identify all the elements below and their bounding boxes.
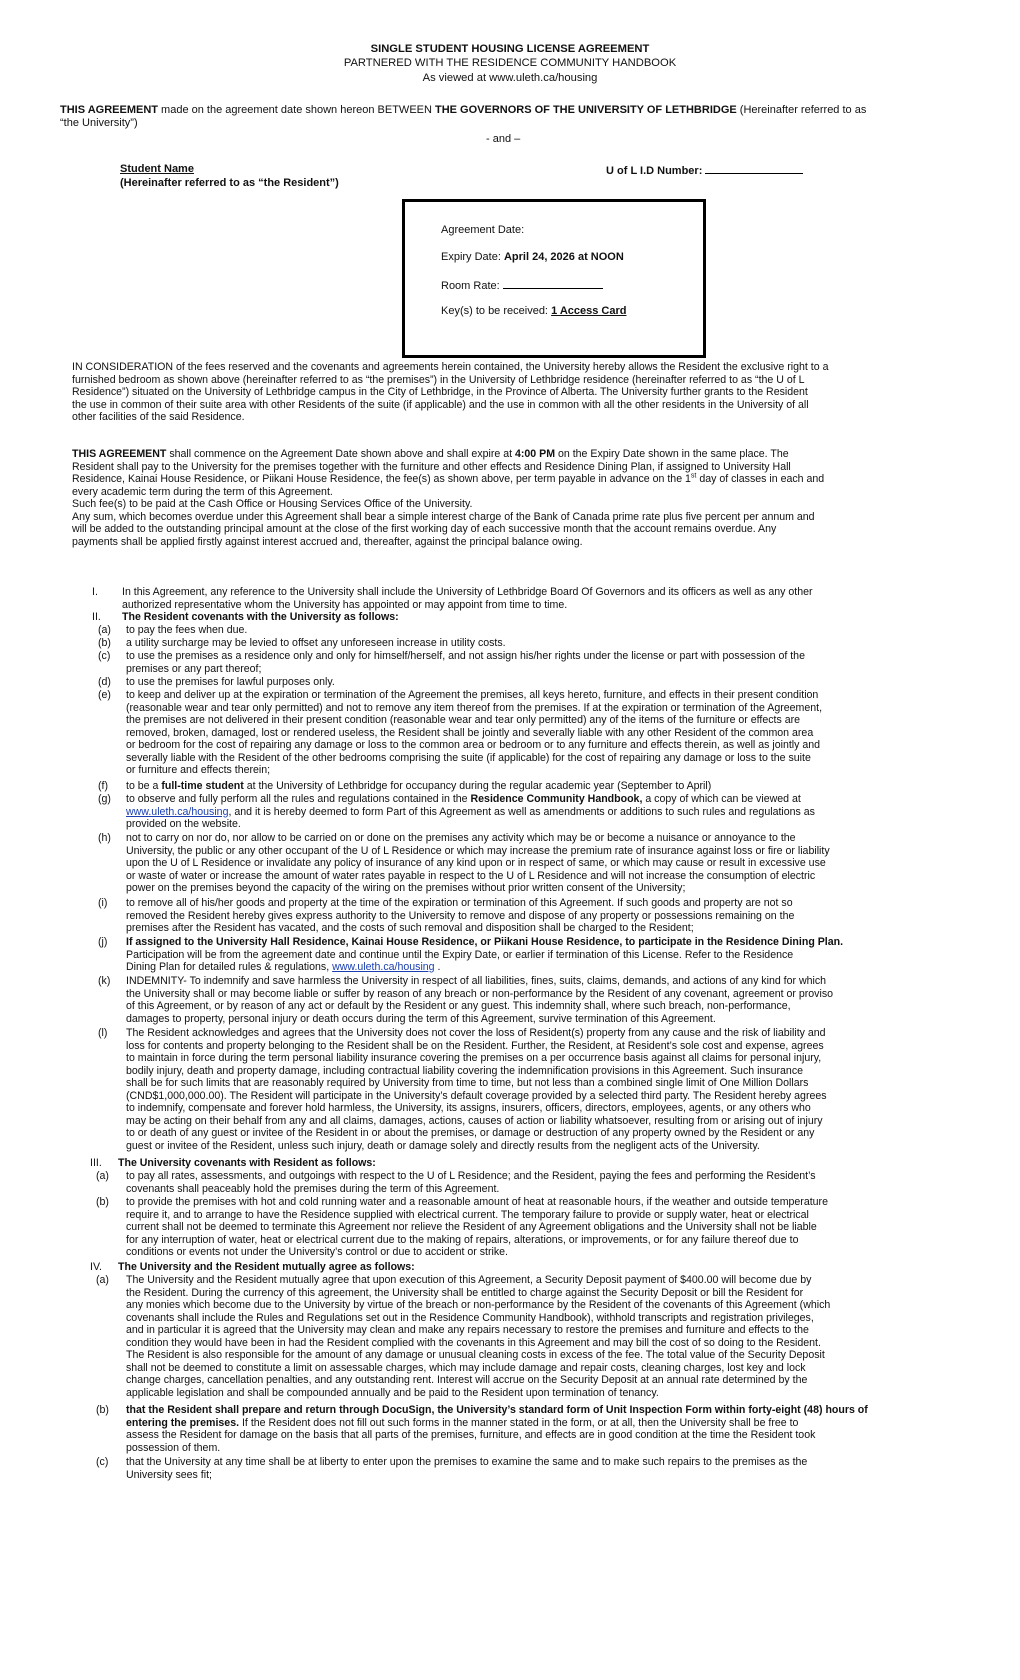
clause-line: condition they would have been in had the Resident complied with the covenants in this Agreement and may bill the cost of so doing to the Resident. [126, 1336, 821, 1349]
clause-line: the premises are not delivered in their present condition (reasonable wear and tear only permitted) any of the items of the furniture or effects are [126, 714, 801, 726]
commence-line [72, 473, 972, 486]
clause-line: removed, broken, damaged, lost or rendered useless, the Resident shall be jointly and severally liable with any other Resident of the common area [126, 726, 814, 739]
clause-text [126, 1196, 972, 1259]
clause-bold: full-time student [161, 780, 244, 792]
student-name-label: Student Name [120, 163, 194, 175]
clause-text-part: . [434, 961, 441, 973]
clause-line: covenants shall include the Rules and Regulations set out in the Residence Community Handbook), withhold transcripts and registration privileges, [126, 1311, 814, 1324]
section-line: In this Agreement, any reference to the University shall include the University of Lethbridge Board Of Governors and its officers as well as any other [122, 586, 813, 598]
commence-time: 4:00 PM [515, 448, 556, 460]
clause-label: (h) [98, 832, 111, 844]
section-number: IV. [90, 1261, 102, 1273]
section-number: II. [92, 611, 101, 623]
clause-text [126, 1170, 972, 1195]
clause-label: (d) [98, 676, 111, 688]
clause-label: (f) [98, 780, 108, 792]
clause-line: to maintain in force during the term personal liability insurance covering the premises on a per occurrence basis against all claims for personal injury, [126, 1052, 822, 1064]
clause-line: the Resident. During the currency of this agreement, the University shall be entitled to charge against the Security Deposit or bill the Resident for [126, 1286, 804, 1299]
clause-line: damages to property, personal injury or death occurs during the term of this Agreement, survive termination of this Agreement. [126, 1012, 716, 1025]
clause-label: (e) [98, 689, 111, 701]
document-subtitle: PARTNERED WITH THE RESIDENCE COMMUNITY HANDBOOK [343, 57, 677, 69]
clause-line: covenants shall peaceably hold the premises during the term of this Agreement. [126, 1182, 500, 1195]
keys-value: 1 Access Card [551, 305, 627, 317]
expiry-date-line [441, 251, 624, 264]
student-id-field [606, 163, 803, 178]
clause-line: premises or any part thereof; [126, 662, 262, 675]
section-line: authorized representative whom the University has appointed or may appoint from time to time. [122, 598, 568, 611]
commence-line: will be added to the outstanding principal amount at the close of the first working day of each successive month that the account remains overdue. Any [72, 523, 777, 535]
room-rate-blank [503, 278, 603, 289]
section-1-text [122, 586, 970, 611]
commence-text: Residence, Kainai House Residence, or Piikani House Residence, the fee(s) as shown above, per term payable in advance on the 1 [72, 473, 691, 485]
clause-line: current shall not be deemed to terminate this Agreement nor relieve the Resident of any Agreement obligations and the University shall not be liable [126, 1221, 817, 1233]
clause-text [126, 780, 972, 793]
clause-text [126, 650, 972, 675]
clause-text [126, 1274, 972, 1399]
clause-line: to provide the premises with hot and cold running water and a reasonable amount of heat at reasonable hours, if the weather and outside temperature [126, 1196, 828, 1208]
clause-line: to indemnify, compensate and forever hold harmless, the University, its assigns, insurers, officers, directors, employees, agents, or any others who [126, 1102, 811, 1114]
clause-line: possession of them. [126, 1441, 221, 1454]
consideration-line: IN CONSIDERATION of the fees reserved and the covenants and agreements herein contained, the University hereby allows the Resident the exclusive right to a [72, 361, 829, 373]
parties-text: made on the agreement date shown hereon BETWEEN [158, 104, 435, 116]
clause-text-part: , and it is hereby deemed to form Part of this Agreement as well as amendments or additions to such rules and regulations as [228, 805, 815, 818]
clause-text-part: a copy of which can be viewed at [642, 793, 801, 805]
clause-line: loss for contents and property belonging to the Resident shall be on the Resident. Further, the Resident, at Resident’s sole cost and expense, agrees [126, 1039, 824, 1052]
clause-label: (a) [98, 624, 111, 636]
clause-line [126, 780, 972, 793]
clause-line: (CND$1,000,000.00). The Resident will participate in the University’s default coverage provided by a selected third party. The Resident hereby agrees [126, 1089, 827, 1102]
clause-text [126, 689, 972, 777]
clause-label: (c) [98, 650, 111, 662]
clause-line: to use the premises for lawful purposes only. [126, 676, 335, 688]
parties-university-text: (Hereinafter referred to as [736, 104, 867, 116]
clause-text [126, 676, 972, 689]
clause-text [126, 793, 972, 831]
clause-label: (k) [98, 975, 111, 987]
clause-label: (i) [98, 897, 108, 909]
clause-label: (b) [96, 1404, 109, 1416]
clause-text-part: to be a [126, 780, 162, 792]
clause-text [126, 975, 972, 1025]
section-heading: The University covenants with Resident as follows: [118, 1157, 376, 1169]
section-number: III. [90, 1157, 102, 1169]
parties-university: THE GOVERNORS OF THE UNIVERSITY OF LETHBRIDGE [435, 104, 737, 116]
clause-label: (g) [98, 793, 111, 805]
clause-text-part: at the University of Lethbridge for occupancy during the regular academic year (September to April) [243, 780, 712, 792]
commence-text: day of classes in each and [696, 473, 825, 485]
commence-text: on the Expiry Date shown in the same place. The [555, 448, 789, 460]
housing-link[interactable]: www.uleth.ca/housing [332, 961, 435, 973]
clause-line: shall be for such limits that are reasonably required by University from time to time, but not less than a combined single limit of One Million Dollars [126, 1077, 809, 1089]
clause-line: or furniture and effects therein; [126, 764, 271, 776]
clause-line: severally liable with the Resident of the other bedrooms comprising the suite (if applicable) for the cost of repairing any damage or loss to the suite [126, 751, 811, 764]
clause-label: (a) [96, 1274, 109, 1286]
clause-text [126, 897, 972, 935]
consideration-line: the use in common of their suite area with other Residents of the suite (if applicable) and the use in common with all the other residents in the University of all [72, 398, 809, 411]
clause-line: of this Agreement, or by reason of any act or default by the Resident or any guest. This indemnity shall, where such breach, non-performance, [126, 1000, 791, 1012]
clause-bold: Residence Community Handbook, [470, 793, 643, 805]
commence-paragraph [72, 448, 972, 548]
clause-line: removed the Resident hereby gives express authority to the University to remove and dispose of any property or possessions remaining on the [126, 909, 795, 922]
clause-line: change charges, cancellation penalties, and any outstanding rent. Interest will accrue on the Security Deposit at an annual rate determined by the [126, 1374, 808, 1386]
clause-text [126, 624, 972, 637]
clause-text [126, 1404, 972, 1454]
commence-line: every academic term during the term of this Agreement. [72, 485, 333, 498]
clause-line: conditions or events not under the University’s control or due to accident or strike. [126, 1246, 508, 1258]
clause-line: not to carry on nor do, nor allow to be carried on or done on the premises any activity which may be or become a nuisance or annoyance to the [126, 832, 796, 844]
resident-ref: (Hereinafter referred to as “the Resident”) [120, 177, 339, 189]
clause-line: any monies which become due to the University by virtue of the breach or non-performance by the Resident of the covenants of this Agreement (which [126, 1299, 831, 1311]
commence-line: Any sum, which becomes overdue under this Agreement shall bear a simple interest charge of the Bank of Canada prime rate plus five percent per annum and [72, 510, 815, 523]
clause-line: may be acting on their behalf from any and all claims, damages, actions, causes of action or liability whatsoever, resulting from or arising out of injury [126, 1114, 823, 1127]
commence-text: shall commence on the Agreement Date shown above and shall expire at [166, 448, 515, 460]
commence-line [72, 448, 972, 461]
student-id-blank [705, 163, 803, 174]
clause-line [126, 793, 972, 806]
clause-text [126, 637, 972, 650]
room-rate-label: Room Rate: [441, 280, 503, 292]
clause-label: (l) [98, 1027, 108, 1039]
clause-label: (c) [96, 1456, 109, 1468]
clause-line: provided on the website. [126, 818, 241, 830]
parties-line [60, 103, 980, 117]
clause-line: INDEMNITY- To indemnify and save harmless the University in respect of all liabilities, fines, suits, claims, demands, and actions of any kind for which [126, 975, 827, 987]
parties-lead: THIS AGREEMENT [60, 104, 158, 116]
clause-label: (b) [98, 637, 111, 649]
room-rate-line [441, 278, 603, 293]
clause-text-part: Dining Plan for detailed rules & regulations, [126, 961, 333, 973]
document-viewed-at: As viewed at www.uleth.ca/housing [422, 72, 598, 84]
clause-line: The University and the Resident mutually agree that upon execution of this Agreement, a Security Deposit payment of $400.00 will become due by [126, 1274, 812, 1286]
clause-text [126, 1456, 972, 1481]
clause-line: The Resident is also responsible for the amount of any damage or unusual cleaning costs in excess of the fee. The total value of the Security Deposit [126, 1349, 825, 1361]
clause-line: for any interruption of water, heat or electrical current due to the making of repairs, alterations, or improvements, or for any failure thereof due to [126, 1233, 799, 1246]
consideration-paragraph [72, 361, 972, 424]
commence-lead: THIS AGREEMENT [72, 448, 167, 460]
clause-line: The Resident acknowledges and agrees that the University does not cover the loss of Resident(s) property from any cause and the risk of liability and [126, 1027, 826, 1039]
clause-line: bodily injury, death and property damage, including contractual liability covering the indemnification provisions in this Agreement. Such insurance [126, 1064, 804, 1077]
clause-bold: entering the premises. [126, 1416, 240, 1429]
clause-line: to pay the fees when due. [126, 624, 248, 636]
clause-label: (b) [96, 1196, 109, 1208]
section-heading: The Resident covenants with the University as follows: [122, 611, 399, 623]
clause-text-part: If the Resident does not fill out such forms in the manner stated in the form, or at all, then the University shall be free to [239, 1416, 799, 1429]
clause-line: a utility surcharge may be levied to offset any unforeseen increase in utility costs. [126, 637, 506, 649]
clause-label: (a) [96, 1170, 109, 1182]
clause-label: (j) [98, 936, 108, 948]
clause-line: to use the premises as a residence only and only for himself/herself, and not assign his/her rights under the license or part with possession of the [126, 650, 805, 662]
clause-line: and in particular it is agreed that the University may clean and make any repairs necessary to restore the premises and furniture and effects to the [126, 1324, 809, 1336]
student-id-label: U of L I.D Number: [606, 165, 706, 177]
clause-line: University, the public or any other occupant of the U of L Residence or which may increase the premium rate of insurance against loss or fire or liability [126, 844, 830, 857]
clause-text [126, 1027, 972, 1152]
clause-line: University sees fit; [126, 1468, 212, 1481]
commence-line: payments shall be applied firstly against interest accrued and, thereafter, against the principal balance owing. [72, 535, 583, 548]
clause-line: or waste of water or increase the amount of water rates payable in respect to the U of L Residence and will not increase the consumption of electric [126, 869, 816, 882]
keys-label: Key(s) to be received: [441, 305, 552, 317]
clause-line: require it, and to arrange to have the Residence supplied with electrical current. The temporary failure to provide or supply water, heat or electrical [126, 1208, 809, 1221]
document-title: SINGLE STUDENT HOUSING LICENSE AGREEMENT [370, 43, 650, 55]
parties-and: - and – [486, 133, 521, 145]
clause-line: to keep and deliver up at the expiration or termination of the Agreement the premises, all keys hereto, furniture, and effects in their present condition [126, 689, 819, 701]
clause-line [126, 1417, 972, 1430]
expiry-date-label: Expiry Date: [441, 251, 504, 263]
parties-university-ref: “the University”) [60, 117, 138, 129]
consideration-line: other facilities of the said Residence. [72, 411, 245, 423]
expiry-date-value: April 24, 2026 at NOON [503, 251, 624, 263]
clause-line: or bedroom for the cost of repairing any damage or loss to the common area or bedroom or to any furniture and effects therein, as well as jointly and [126, 739, 821, 751]
clause-text [126, 936, 972, 974]
clause-line: shall not be deemed to constitute a limit on assessable charges, which may include damage and repair costs, cleaning charges, lost key and lock [126, 1361, 806, 1374]
clause-line: applicable legislation and shall be compounded annually and be paid to the Resident upon termination of tenancy. [126, 1386, 659, 1399]
commence-line: Resident shall pay to the University for the premises together with the furniture and other effects and Residence Dining Plan, if assigned to University Hall [72, 460, 791, 473]
clause-line [126, 961, 972, 974]
clause-text-part: to observe and fully perform all the rules and regulations contained in the [126, 793, 471, 805]
section-number: I. [92, 586, 98, 598]
clause-line: assess the Resident for damage on the basis that all parts of the premises, furniture, and effects are in good condition at the time the Resident took [126, 1429, 816, 1441]
section-heading: The University and the Resident mutually agree as follows: [118, 1261, 415, 1273]
commence-line: Such fee(s) to be paid at the Cash Office or Housing Services Office of the University. [72, 498, 473, 510]
clause-line: If assigned to the University Hall Residence, Kainai House Residence, or Piikani House Residence, to participate in the Residence Dining Plan. [126, 936, 844, 948]
clause-text [126, 832, 972, 895]
agreement-date-label: Agreement Date: [441, 224, 525, 236]
clause-line: Participation will be from the agreement date and continue until the Expiry Date, or earlier if termination of this License. Refer to the Residence [126, 948, 794, 961]
clause-line: to pay all rates, assessments, and outgoings with respect to the U of L Residence; and the Resident, paying the fees and performing the Resident’s [126, 1170, 816, 1182]
commence-sup: st [690, 472, 697, 480]
clause-line: the University shall or may become liable or suffer by reason of any breach or non-performance by the Resident of any covenant, agreement or proviso [126, 987, 834, 1000]
consideration-line: furnished bedroom as shown above (hereinafter referred to as “the premises”) in the University of Lethbridge residence (hereinafter referred to as “the U of L [72, 373, 805, 386]
clause-line: upon the U of L Residence or invalidate any policy of insurance of any kind upon or in respect of same, or which may cause or result in excessive use [126, 857, 826, 869]
clause-line [126, 806, 972, 819]
housing-link[interactable]: www.uleth.ca/housing [126, 805, 229, 818]
clause-line: to or death of any guest or invitee of the Resident in or about the premises, or damage or destruction of any property owned by the Resident or any [126, 1127, 815, 1139]
clause-line: that the Resident shall prepare and return through DocuSign, the University’s standard form of Unit Inspection Form within forty-eight (48) hours of [126, 1404, 868, 1416]
agreement-box [402, 199, 706, 358]
clause-line: premises after the Resident has vacated, and the costs of such removal and disposition shall be charged to the Resident; [126, 922, 694, 934]
clause-line: to remove all of his/her goods and property at the time of the expiration or termination of this Agreement. If such goods and property are not so [126, 897, 793, 909]
clause-line: guest or invitee of the Resident, unless such injury, death or damage solely and directly results from the negligent acts of the University. [126, 1139, 760, 1152]
consideration-line: Residence”) situated on the University of Lethbridge campus in the City of Lethbridge, in the Province of Alberta. The University further grants to the Resident [72, 386, 808, 398]
clause-line: power on the premises beyond the capacity of the wiring on the premises without prior written consent of the University; [126, 882, 686, 894]
clause-line: that the University at any time shall be at liberty to enter upon the premises to examine the same and to make such repairs to the premises as the [126, 1456, 808, 1468]
clause-line: (reasonable wear and tear only permitted) and not to remove any item thereof from the premises. If at the expiration or termination of the Agreement, [126, 701, 823, 714]
keys-line [441, 305, 626, 318]
